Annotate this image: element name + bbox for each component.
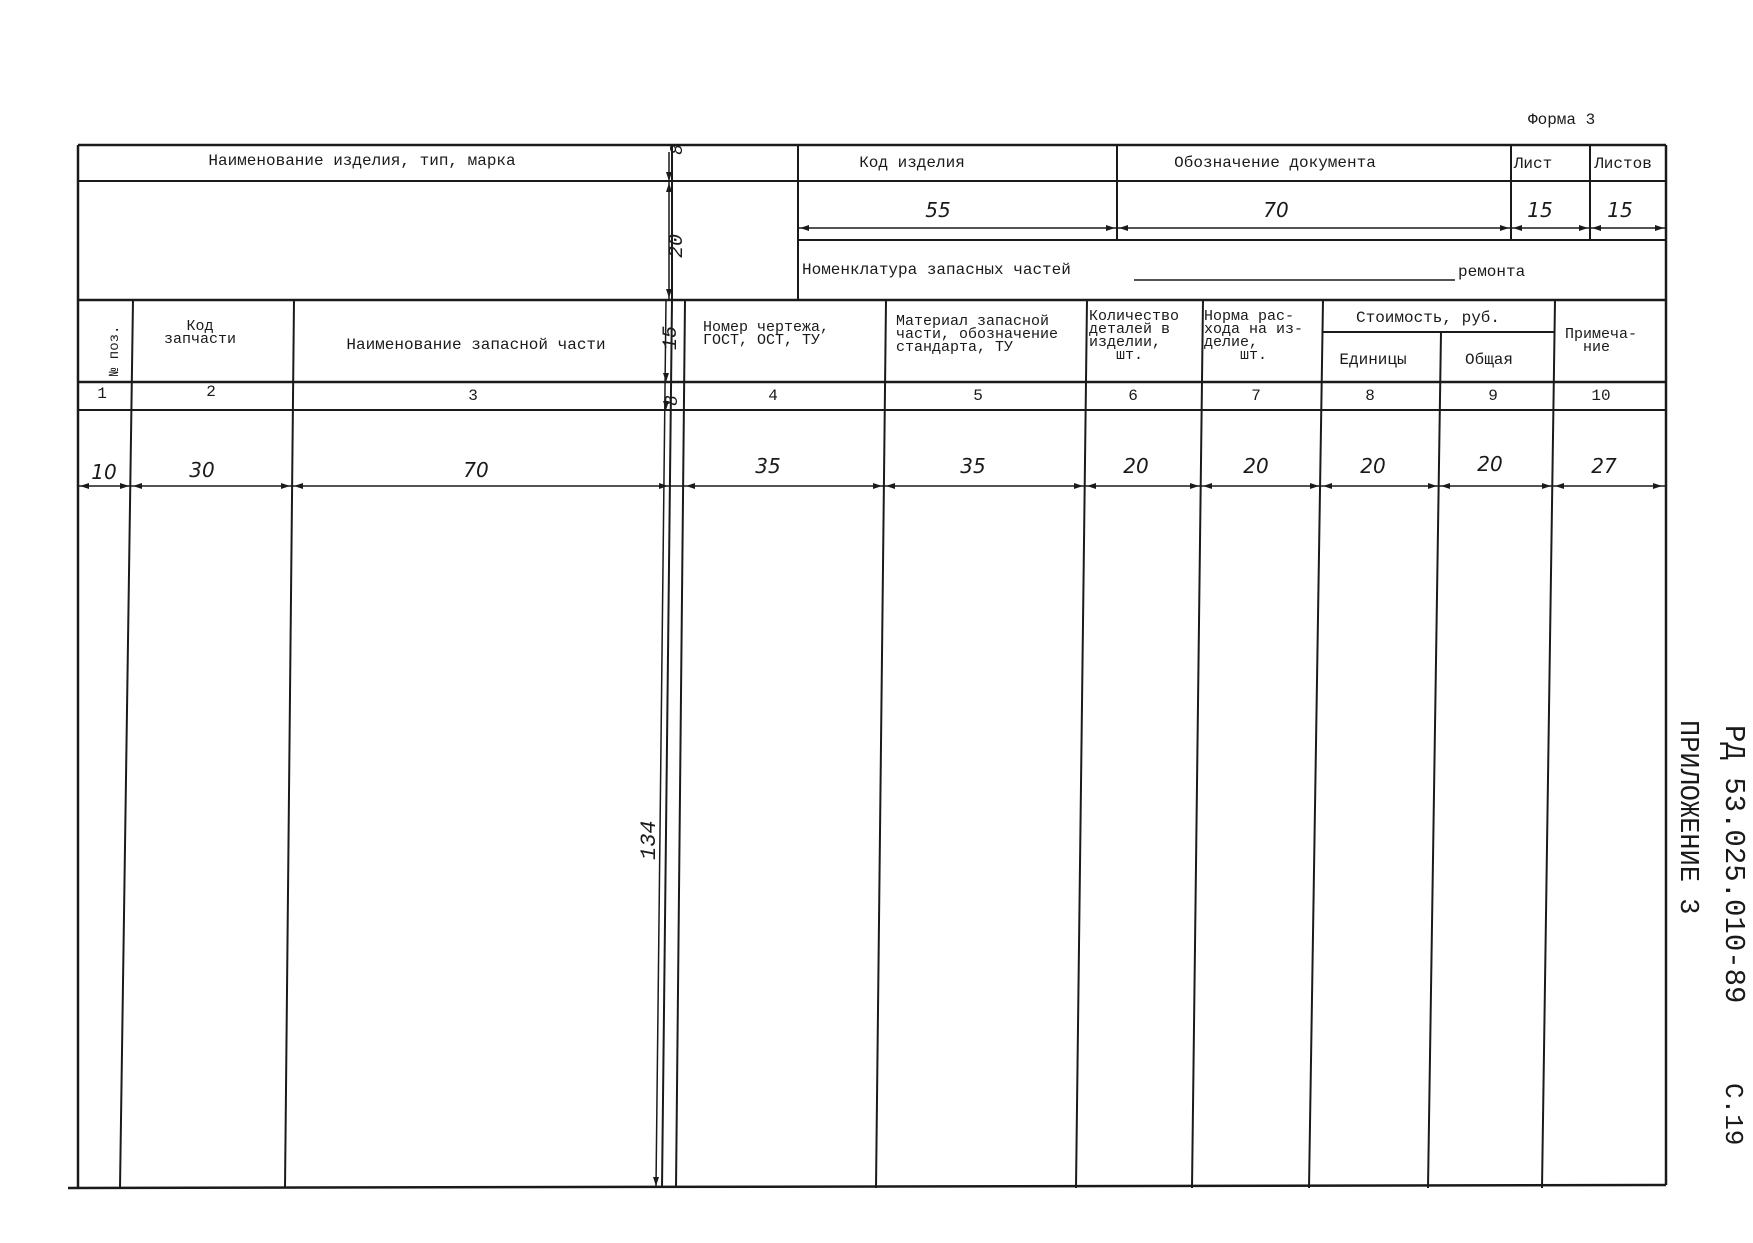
column-number-8: 8 bbox=[1365, 387, 1375, 405]
dimension-arrow bbox=[873, 483, 882, 489]
dimension-arrow bbox=[281, 483, 290, 489]
dimension-arrow bbox=[686, 483, 695, 489]
column-divider-5 bbox=[876, 300, 886, 1188]
dimension-arrow bbox=[1106, 225, 1115, 231]
column-number-3: 3 bbox=[468, 387, 478, 405]
dimension-arrow bbox=[1428, 483, 1437, 489]
product-code-label: Код изделия bbox=[859, 154, 965, 172]
column-header-1: № поз. bbox=[107, 325, 123, 376]
dim-number-row: 8 bbox=[663, 395, 683, 406]
column-divider-4 bbox=[676, 300, 685, 1188]
repair-label: ремонта bbox=[1458, 263, 1526, 281]
frame-bottom bbox=[68, 1185, 1666, 1188]
column-header-6: Количество деталей в изделии, шт. bbox=[1089, 308, 1180, 364]
product-name-label: Наименование изделия, тип, марка bbox=[208, 152, 516, 170]
dimension-arrow bbox=[1653, 483, 1662, 489]
dim-col-3: 70 bbox=[463, 458, 489, 482]
column-divider-6 bbox=[1076, 300, 1087, 1188]
dimension-arrow bbox=[1500, 225, 1509, 231]
column-number-5: 5 bbox=[973, 387, 983, 405]
dim-col-2: 30 bbox=[189, 458, 215, 482]
form-label: Форма 3 bbox=[1528, 111, 1596, 129]
dim-code: 55 bbox=[925, 198, 951, 222]
column-number-9: 9 bbox=[1488, 387, 1498, 405]
column-header-4: Номер чертежа, ГОСТ, ОСТ, ТУ bbox=[703, 319, 830, 349]
cost-group-label: Стоимость, руб. bbox=[1355, 309, 1501, 327]
column-number-2: 2 bbox=[206, 383, 216, 401]
dimension-arrow bbox=[1310, 483, 1319, 489]
column-divider-8 bbox=[1309, 300, 1323, 1188]
dimension-arrow bbox=[1074, 483, 1083, 489]
dim-col-10: 27 bbox=[1591, 454, 1617, 478]
column-number-4: 4 bbox=[768, 387, 778, 405]
dim-col-7: 20 bbox=[1243, 454, 1269, 478]
dimension-arrow bbox=[663, 373, 669, 382]
dim-col-5: 35 bbox=[960, 454, 986, 478]
sheets-label: Листов bbox=[1594, 155, 1652, 173]
dimension-arrow bbox=[886, 483, 895, 489]
column-number-10: 10 bbox=[1591, 387, 1611, 405]
dimension-arrow bbox=[1579, 225, 1588, 231]
dim-table-body: 134 bbox=[637, 820, 662, 860]
column-header-10: Примеча- ние bbox=[1565, 326, 1638, 356]
dimension-arrow bbox=[1119, 225, 1128, 231]
dimension-arrow bbox=[133, 483, 142, 489]
dim-sheet: 15 bbox=[1527, 198, 1553, 222]
dimension-arrow bbox=[1441, 483, 1450, 489]
column-divider-2 bbox=[285, 300, 294, 1188]
column-header-9: Общая bbox=[1464, 351, 1514, 369]
dimension-arrow bbox=[1513, 225, 1522, 231]
dim-col-6: 20 bbox=[1123, 454, 1149, 478]
dimension-arrow bbox=[80, 483, 89, 489]
column-header-5: Материал запасной части, обозначение стандарта, ТУ bbox=[896, 313, 1059, 356]
column-divider-7 bbox=[1192, 300, 1203, 1188]
dim-header-row1: 8 bbox=[668, 144, 688, 155]
column-divider-3 bbox=[662, 300, 672, 1188]
dimension-arrow bbox=[1190, 483, 1199, 489]
dimension-arrow bbox=[1542, 483, 1551, 489]
column-divider-1 bbox=[120, 300, 133, 1188]
side-appendix: ПРИЛОЖЕНИЕ 3 bbox=[1672, 720, 1702, 915]
dimension-arrow bbox=[1323, 483, 1332, 489]
column-number-6: 6 bbox=[1128, 387, 1138, 405]
dim-col-8: 20 bbox=[1360, 454, 1386, 478]
dimension-arrow bbox=[800, 225, 809, 231]
column-header-2: Код запчасти bbox=[163, 318, 237, 348]
dimension-arrow bbox=[1655, 225, 1664, 231]
dimension-arrow bbox=[653, 1177, 659, 1186]
column-number-7: 7 bbox=[1251, 387, 1261, 405]
column-header-3: Наименование запасной части bbox=[346, 336, 606, 354]
dimension-arrow bbox=[1555, 483, 1564, 489]
dimension-arrow bbox=[1203, 483, 1212, 489]
dim-col-1: 10 bbox=[91, 460, 117, 484]
sheet-label: Лист bbox=[1513, 155, 1553, 173]
dimension-arrow bbox=[294, 483, 303, 489]
dim-col-4: 35 bbox=[755, 454, 781, 478]
dim-table-header-row: 15 bbox=[660, 325, 683, 350]
dimension-arrow bbox=[1087, 483, 1096, 489]
column-header-7: Норма рас- хода на из- делие, шт. bbox=[1204, 308, 1304, 364]
nomenclature-label: Номенклатура запасных частей bbox=[802, 261, 1071, 279]
column-divider-10 bbox=[1542, 300, 1555, 1188]
dim-sheets: 15 bbox=[1607, 198, 1633, 222]
dim-document: 70 bbox=[1263, 198, 1289, 222]
dimension-arrow bbox=[120, 483, 129, 489]
side-doc-code: РД 53.025.010-89 bbox=[1717, 725, 1750, 1004]
dim-col-9: 20 bbox=[1477, 452, 1503, 476]
column-divider-9 bbox=[1428, 332, 1441, 1188]
dimension-arrow bbox=[1592, 225, 1601, 231]
dim-header-row2: 20 bbox=[666, 233, 689, 258]
column-number-1: 1 bbox=[97, 385, 107, 403]
side-page-number: С.19 bbox=[1718, 1083, 1748, 1146]
column-header-8: Единицы bbox=[1339, 351, 1407, 369]
document-label: Обозначение документа bbox=[1174, 154, 1376, 172]
